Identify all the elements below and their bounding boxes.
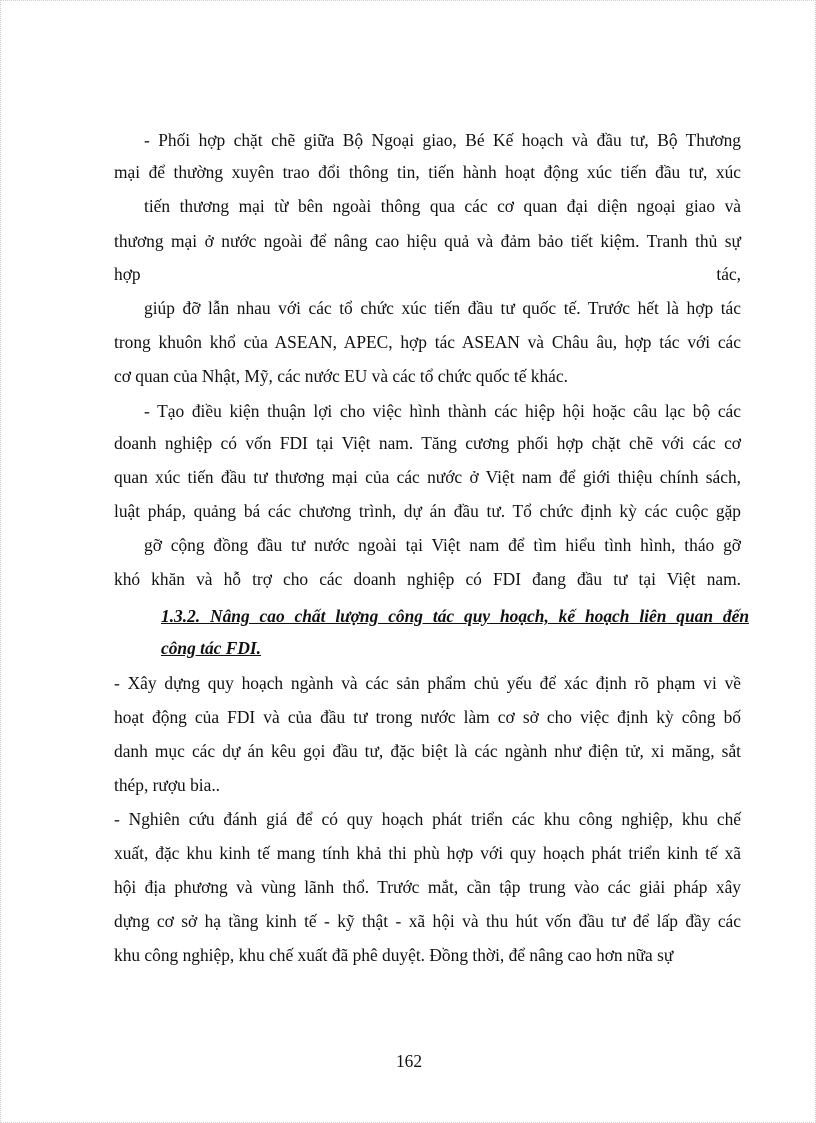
- text-line: mại để thường xuyên trao đổi thông tin, tiến hành hoạt động xúc tiến đầu tư, xúc: [114, 162, 741, 182]
- text-line: quan xúc tiến đầu tư thương mại của các nước ở Việt nam để giới thiệu chính sách,: [114, 467, 741, 487]
- page-number: 162: [395, 1051, 423, 1071]
- text-line: luật pháp, quảng bá các chương trình, dự án đầu tư. Tổ chức định kỳ các cuộc gặp: [114, 501, 741, 521]
- split-text-line: [114, 264, 741, 284]
- text-line: dựng cơ sở hạ tầng kinh tế - kỹ thật - xã hội và thu hút vốn đầu tư để lấp đầy các: [114, 911, 741, 931]
- text-line: tiến thương mại từ bên ngoài thông qua các cơ quan đại diện ngoại giao và: [144, 196, 741, 216]
- text-line: thương mại ở nước ngoài để nâng cao hiệu quả và đảm bảo tiết kiệm. Tranh thủ sự: [114, 231, 741, 251]
- text-line: hội địa phương và vùng lãnh thổ. Trước mắt, cần tập trung vào các giải pháp xây: [114, 877, 741, 897]
- text-line: doanh nghiệp có vốn FDI tại Việt nam. Tăng cương phối hợp chặt chẽ với các cơ: [114, 433, 741, 453]
- text-line: danh mục các dự án kêu gọi đầu tư, đặc biệt là các ngành như điện tử, xi măng, sắt: [114, 741, 741, 761]
- text-line: - Phối hợp chặt chẽ giữa Bộ Ngoại giao, Bé Kế hoạch và đầu tư, Bộ Thương: [144, 130, 741, 150]
- text-line: gỡ cộng đồng đầu tư nước ngoài tại Việt nam để tìm hiểu tình hình, tháo gỡ: [144, 535, 741, 555]
- text-line: thép, rượu bia..: [114, 775, 221, 795]
- text-line: xuất, đặc khu kinh tế mang tính khả thi phù hợp với quy hoạch phát triển kinh tế xã: [114, 843, 741, 863]
- text-line: - Nghiên cứu đánh giá để có quy hoạch phát triển các khu công nghiệp, khu chế: [114, 809, 741, 829]
- section-heading-continued: công tác FDI.: [161, 638, 261, 658]
- split-line-left: hợp: [114, 264, 141, 284]
- text-line: - Xây dựng quy hoạch ngành và các sản phẩm chủ yếu để xác định rõ phạm vi về: [114, 673, 741, 693]
- split-line-right: tác,: [716, 264, 741, 284]
- section-heading: 1.3.2. Nâng cao chất lượng công tác quy hoạch, kế hoạch liên quan đến: [161, 606, 749, 626]
- text-line: - Tạo điều kiện thuận lợi cho việc hình thành các hiệp hội hoặc câu lạc bộ các: [144, 401, 741, 421]
- text-line: cơ quan của Nhật, Mỹ, các nước EU và các tổ chức quốc tế khác.: [114, 366, 568, 386]
- text-line: khó khăn và hỗ trợ cho các doanh nghiệp có FDI đang đầu tư tại Việt nam.: [114, 569, 741, 589]
- text-line: hoạt động của FDI và của đầu tư trong nước làm cơ sở cho việc định kỳ công bố: [114, 707, 741, 727]
- text-line: giúp đỡ lẫn nhau với các tổ chức xúc tiến đầu tư quốc tế. Trước hết là hợp tác: [144, 298, 741, 318]
- text-line: khu công nghiệp, khu chế xuất đã phê duyệt. Đồng thời, để nâng cao hơn nữa sự: [114, 945, 674, 965]
- text-line: trong khuôn khổ của ASEAN, APEC, hợp tác ASEAN và Châu âu, hợp tác với các: [114, 332, 741, 352]
